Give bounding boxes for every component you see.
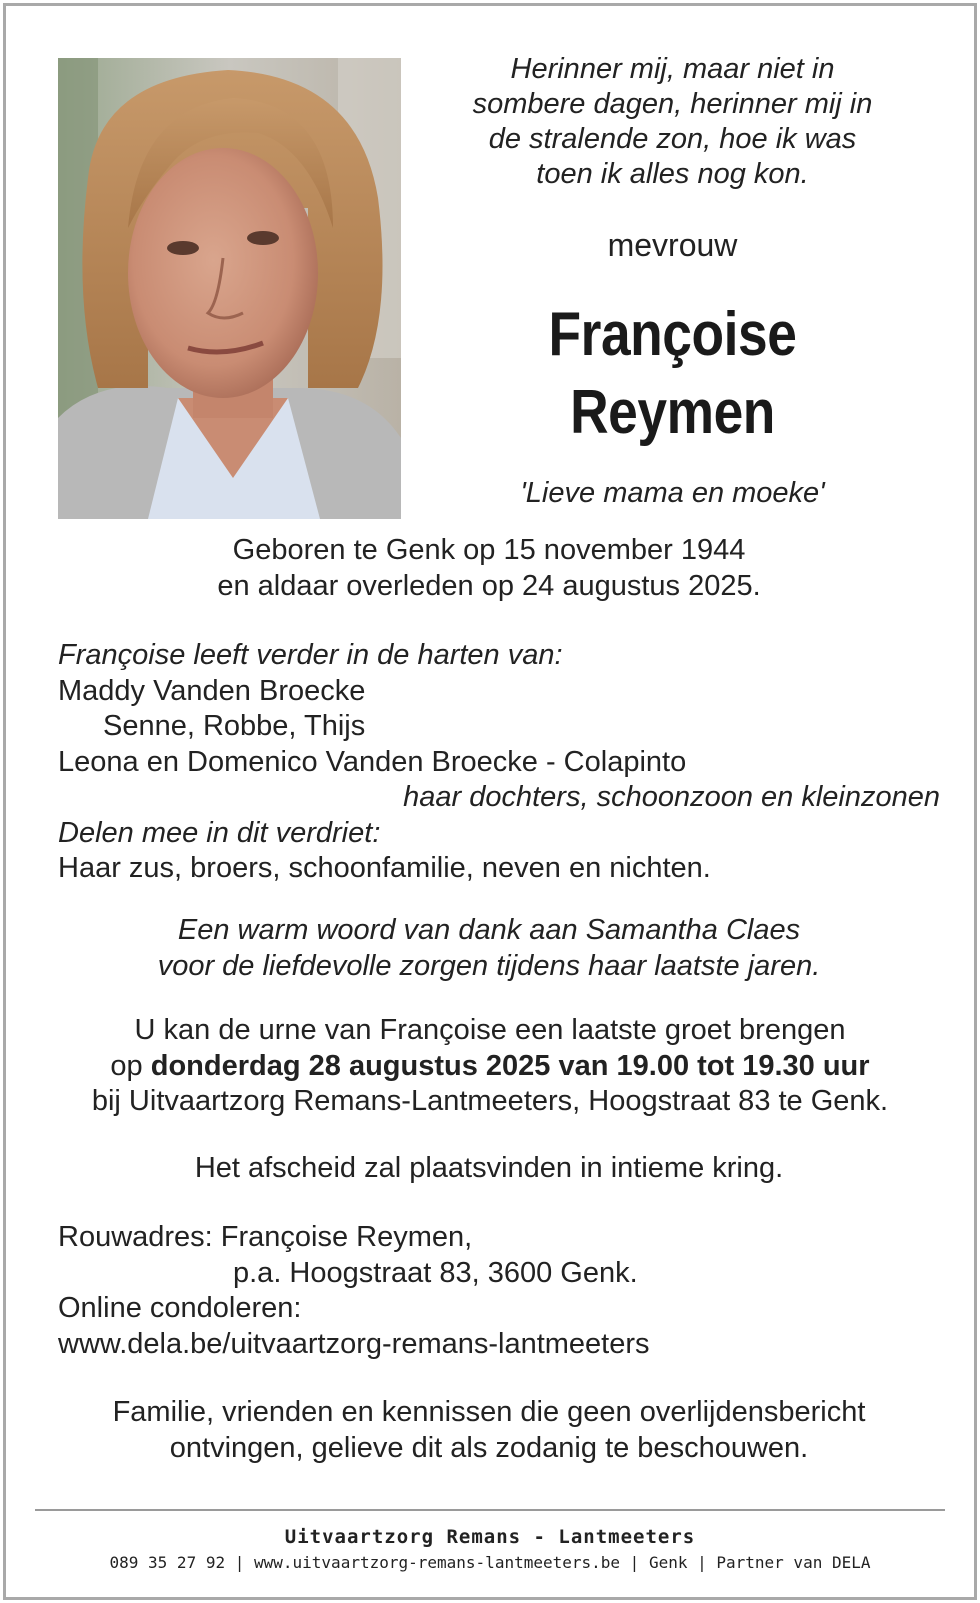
share-line: Haar zus, broers, schoonfamilie, neven en nichten. xyxy=(58,852,711,884)
address-line: p.a. Hoogstraat 83, 3600 Genk. xyxy=(233,1256,638,1289)
thanks-line: Een warm woord van dank aan Samantha Claes xyxy=(177,914,801,946)
last-name: Reymen xyxy=(570,378,775,447)
family-section xyxy=(58,638,940,887)
address-line: Rouwadres: Françoise Reymen, xyxy=(58,1221,473,1253)
visit-line: U kan de urne van Françoise een laatste groet brengen xyxy=(134,1014,846,1046)
condolence-url: www.dela.be/uitvaartzorg-remans-lantmeeters xyxy=(58,1327,650,1360)
epithet: 'Lieve mama en moeke' xyxy=(520,477,825,509)
visit-datetime: donderdag 28 augustus 2025 van 19.00 tot 19.30 uur xyxy=(150,1049,870,1082)
death-line: en aldaar overleden op 24 augustus 2025. xyxy=(217,569,761,602)
family-member: Senne, Robbe, Thijs xyxy=(103,710,366,742)
first-name: Françoise xyxy=(548,300,797,369)
honorific: mevrouw xyxy=(607,227,738,263)
visit-prefix: op xyxy=(110,1049,151,1082)
visit-datetime-line xyxy=(40,1049,940,1085)
notice-line: Familie, vrienden en kennissen die geen overlijdensbericht xyxy=(112,1396,866,1428)
family-relation: haar dochters, schoonzoon en kleinzonen xyxy=(403,781,940,813)
footer-divider xyxy=(35,1509,945,1511)
notice-line: ontvingen, gelieve dit als zodanig te beschouwen. xyxy=(169,1431,809,1464)
deceased-name xyxy=(464,296,881,452)
birth-death-info xyxy=(58,533,920,604)
poem-line: Herinner mij, maar niet in xyxy=(510,53,835,85)
thanks-section xyxy=(58,913,920,984)
family-member: Maddy Vanden Broecke xyxy=(58,674,366,707)
share-intro: Delen mee in dit verdriet: xyxy=(58,816,381,849)
funeral-home-name: Uitvaartzorg Remans - Lantmeeters xyxy=(284,1526,696,1548)
address-section xyxy=(58,1220,920,1362)
family-member: Leona en Domenico Vanden Broecke - Colapinto xyxy=(58,745,687,778)
memorial-poem xyxy=(430,52,915,192)
condolence-label: Online condoleren: xyxy=(58,1292,302,1324)
funeral-home-contact: 089 35 27 92 | www.uitvaartzorg-remans-lantmeeters.be | Genk | Partner van DELA xyxy=(109,1553,871,1572)
poem-line: toen ik alles nog kon. xyxy=(536,158,809,190)
visit-location: bij Uitvaartzorg Remans-Lantmeeters, Hoogstraat 83 te Genk. xyxy=(91,1085,889,1117)
poem-line: sombere dagen, herinner mij in xyxy=(472,88,873,120)
farewell-note: Het afscheid zal plaatsvinden in intieme kring. xyxy=(194,1152,784,1184)
thanks-line: voor de liefdevolle zorgen tijdens haar laatste jaren. xyxy=(157,949,821,982)
notice-section xyxy=(58,1395,920,1466)
family-intro: Françoise leeft verder in de harten van: xyxy=(58,639,563,671)
portrait-photo xyxy=(58,58,401,519)
visit-section xyxy=(40,1013,940,1120)
poem-line: de stralende zon, hoe ik was xyxy=(488,123,857,155)
birth-line: Geboren te Genk op 15 november 1944 xyxy=(232,534,746,566)
